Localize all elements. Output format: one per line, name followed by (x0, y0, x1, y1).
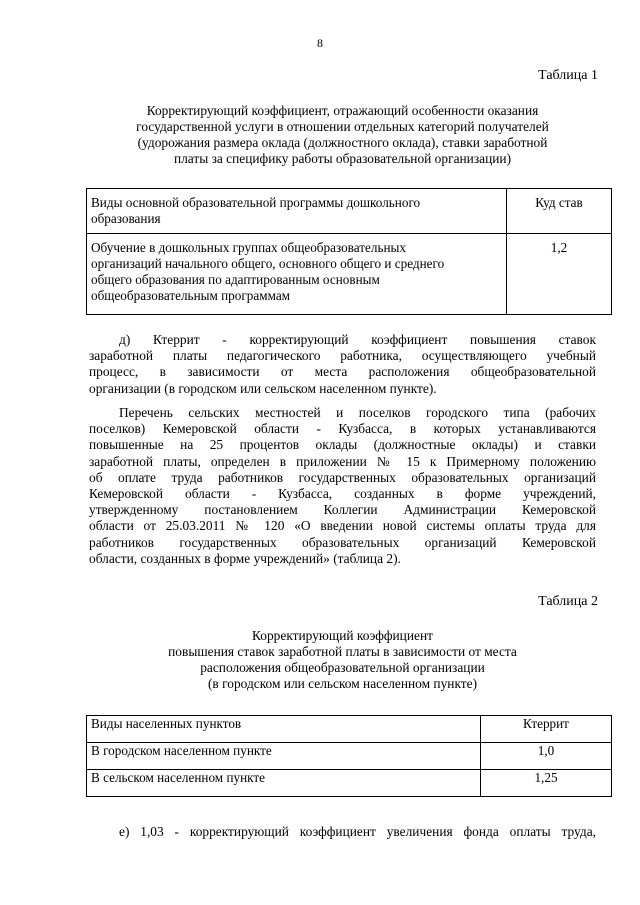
text-line: д) Ктеррит - корректирующий коэффициент повышения ставок (119, 332, 596, 347)
caption-line: платы за специфику работы образовательной организации) (173, 151, 512, 166)
text-line: заработной платы, определен в приложении № 15 к Примерному положению (89, 453, 596, 469)
header-cell-coef: Ктеррит (481, 716, 612, 743)
table1 (86, 188, 612, 315)
text-line: об оплате труда работников государственных образовательных организаций (89, 469, 596, 485)
cell-line: общего образования по адаптированным основным (91, 272, 380, 287)
caption-line: Корректирующий коэффициент (252, 628, 433, 643)
cell-line: образования (91, 211, 161, 226)
table-row (87, 234, 612, 315)
text-line: Кемеровской области - Кузбасса, созданных в форме учреждений, (89, 486, 596, 502)
table2-label: Таблица 2 (538, 594, 598, 609)
text-line: повышенные на 25 процентов оклады (должностные оклады) и ставки (89, 437, 596, 453)
caption-line: государственной услуги в отношении отдельных категорий получателей (136, 119, 549, 134)
cell-program (87, 234, 507, 315)
caption-line: (в городском или сельском населенном пункте) (207, 676, 478, 691)
text-line: процесс, в зависимости от места расположения общеобразовательной (89, 364, 596, 380)
cell-locality: В городском населенном пункте (87, 743, 481, 770)
text-line: утвержденному постановлением Коллегии Администрации Кемеровской (89, 502, 596, 518)
table-header-row (87, 189, 612, 234)
text-line: е) 1,03 - корректирующий коэффициент увеличения фонда оплаты труда, (119, 824, 596, 839)
caption-line: Корректирующий коэффициент, отражающий особенности оказания (146, 103, 539, 118)
paragraph-list (89, 405, 596, 567)
text-line: Перечень сельских местностей и поселков городского типа (рабочих (119, 405, 596, 420)
caption-line: (удорожания размера оклада (должностного оклада), ставки заработной (137, 135, 548, 150)
cell-line: Обучение в дошкольных группах общеобразовательных (91, 240, 406, 255)
header-cell-coef: Куд став (507, 189, 612, 234)
cell-line: общеобразовательным программам (91, 288, 291, 303)
cell-coef: 1,25 (481, 770, 612, 797)
caption-line: повышения ставок заработной платы в зависимости от места (168, 644, 517, 659)
paragraph-e (89, 824, 596, 840)
cell-line: организаций начального общего, основного общего и среднего (91, 256, 445, 271)
cell-coef: 1,0 (481, 743, 612, 770)
cell-line: Виды основной образовательной программы дошкольного (91, 195, 421, 210)
text-line: заработной платы педагогического работника, осуществляющего учебный (89, 348, 596, 364)
table1-label: Таблица 1 (538, 68, 598, 83)
cell-locality: В сельском населенном пункте (87, 770, 481, 797)
cell-coef: 1,2 (507, 234, 612, 315)
header-cell-program (87, 189, 507, 234)
text-line: организации (в городском или сельском населенном пункте). (89, 380, 437, 396)
text-line: поселков) Кемеровской области - Кузбасса, в которых устанавливаются (89, 421, 596, 437)
table-row (87, 770, 612, 797)
table-row (87, 743, 612, 770)
table1-caption (70, 103, 615, 167)
table-header-row (87, 716, 612, 743)
text-line: области от 25.03.2011 № 120 «О введении новой системы оплаты труда для (89, 518, 596, 534)
text-line: области, созданных в форме учреждений» (таблица 2). (89, 550, 401, 566)
table2 (86, 715, 612, 797)
header-cell-locality: Виды населенных пунктов (87, 716, 481, 743)
caption-line: расположения общеобразовательной организации (200, 660, 485, 675)
paragraph-d (89, 332, 596, 397)
table2-caption (70, 628, 615, 692)
page-number: 8 (317, 36, 323, 50)
text-line: работников государственных образовательных организаций Кемеровской (89, 534, 596, 550)
